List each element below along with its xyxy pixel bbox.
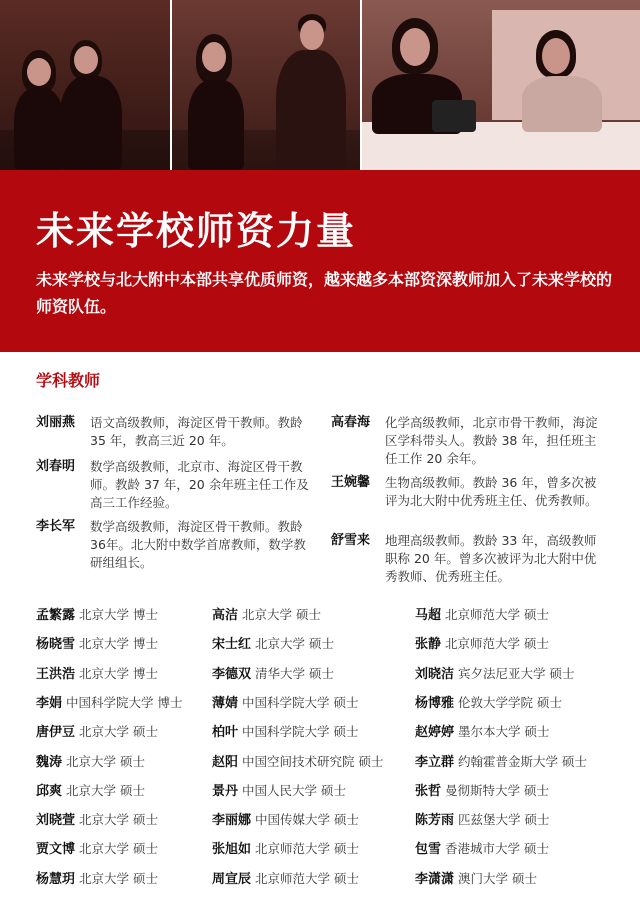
teacher-entry (415, 721, 550, 740)
teacher-name: 李潇潇 (415, 871, 455, 887)
teacher-description: 化学高级教师，北京市骨干教师，海淀区学科带头人。教龄 38 年，担任班主任工作 20 余年。 (385, 415, 598, 466)
teacher-entry (212, 780, 346, 799)
teacher-name: 陈芳雨 (415, 813, 455, 829)
teacher-name: 刘晓洁 (415, 666, 455, 682)
teacher-description: 生物高级教师。教龄 36 年，曾多次被评为北大附中优秀班主任、优秀教师。 (385, 475, 598, 508)
teacher-entry (212, 751, 384, 770)
teacher-entry (36, 809, 158, 828)
teacher-degree: 北京大学 硕士 (79, 812, 158, 828)
teacher-entry (36, 721, 158, 740)
teacher-name: 张静 (415, 637, 442, 653)
teacher-entry (212, 633, 334, 652)
teacher-name: 贾文博 (36, 842, 76, 858)
teacher-degree: 中国科学院大学 硕士 (242, 694, 359, 710)
teacher-entry (415, 751, 587, 770)
teacher-description: 数学高级教师，海淀区骨干教师。教龄36年。北大附中数学首席教师，数学教研组组长。 (90, 519, 306, 570)
teacher-degree: 约翰霍普金斯大学 硕士 (458, 753, 587, 769)
teacher-entry (415, 838, 549, 857)
teacher-entry (36, 633, 158, 652)
teacher-entry (415, 868, 537, 887)
teacher-entry (212, 604, 321, 623)
teacher-degree: 北京大学 硕士 (79, 870, 158, 886)
page-title: 未来学校师资力量 (36, 209, 357, 253)
teacher-entry (36, 692, 183, 711)
teacher-degree: 北京大学 硕士 (79, 724, 158, 740)
teacher-entry (212, 809, 359, 828)
teacher-name: 景丹 (212, 783, 239, 799)
teacher-name: 周宣辰 (212, 871, 252, 887)
teacher-name: 张哲 (415, 783, 442, 799)
teacher-entry (36, 751, 145, 770)
photo-strip (0, 0, 640, 170)
photo-teachers-at-table (360, 0, 640, 170)
teacher-degree: 北京师范大学 硕士 (445, 636, 549, 652)
teacher-entry (212, 838, 359, 857)
teacher-degree: 北京大学 博士 (79, 636, 158, 652)
teacher-degree: 北京大学 博士 (79, 607, 158, 622)
teacher-entry (415, 633, 549, 652)
teacher-name: 柏叶 (212, 725, 239, 741)
teacher-name: 李立群 (415, 754, 455, 770)
teacher-entry (36, 838, 158, 857)
teacher-degree: 墨尔本大学 硕士 (458, 724, 550, 740)
teacher-name: 李丽娜 (212, 813, 252, 829)
teacher-name: 魏涛 (36, 754, 63, 770)
teacher-degree: 北京师范大学 硕士 (445, 607, 549, 622)
teacher-name: 李德双 (212, 666, 252, 682)
intro-text: 未来学校与北大附中本部共享优质师资，越来越多本部资深教师加入了未来学校的师资队伍。 (36, 270, 613, 316)
teacher-degree: 清华大学 硕士 (255, 665, 334, 681)
teacher-name: 赵婷婷 (415, 725, 455, 741)
teacher-name: 唐伊豆 (36, 725, 76, 741)
teacher-name: 刘春明 (36, 459, 76, 474)
teacher-name: 包雪 (415, 842, 442, 858)
teacher-degree: 澳门大学 硕士 (458, 870, 537, 886)
teacher-name: 宋士红 (212, 637, 252, 653)
teacher-degree: 匹兹堡大学 硕士 (458, 812, 550, 828)
teacher-name: 李长军 (36, 519, 76, 534)
teacher-description: 语文高级教师，海淀区骨干教师。教龄 35 年，教高三近 20 年。 (90, 415, 303, 448)
teacher-name: 杨博雅 (415, 695, 455, 711)
teacher-degree: 曼彻斯特大学 硕士 (445, 782, 549, 798)
teacher-degree: 北京大学 硕士 (255, 636, 334, 652)
section-title: 学科教师 (36, 371, 101, 390)
teacher-degree: 北京大学 硕士 (66, 782, 145, 798)
teacher-name: 刘晓萱 (36, 813, 76, 829)
intro-banner (0, 170, 640, 352)
teacher-degree: 中国空间技术研究院 硕士 (242, 753, 384, 769)
teacher-degree: 北京师范大学 硕士 (255, 841, 359, 857)
teacher-entry (36, 780, 145, 799)
teacher-degree: 北京大学 硕士 (66, 753, 145, 769)
photo-speakers-with-microphone (170, 0, 360, 170)
teacher-name: 高洁 (212, 608, 239, 623)
teacher-degree: 中国科学院大学 硕士 (242, 724, 359, 740)
teacher-degree: 北京大学 硕士 (242, 607, 321, 622)
teacher-name: 王婉馨 (331, 475, 371, 490)
teacher-name: 王洪浩 (36, 666, 76, 682)
teacher-entry (415, 692, 562, 711)
teacher-name: 马超 (415, 608, 442, 623)
teacher-degree: 北京大学 硕士 (79, 841, 158, 857)
teacher-entry (212, 663, 334, 682)
teacher-name: 薄婧 (212, 695, 239, 711)
teacher-name: 舒雪来 (331, 533, 371, 548)
teacher-name: 李娟 (36, 695, 63, 711)
teacher-degree: 伦敦大学学院 硕士 (458, 694, 562, 710)
teacher-name: 邱爽 (36, 783, 63, 799)
teacher-degree: 北京大学 博士 (79, 665, 158, 681)
teacher-entry (36, 868, 158, 887)
teacher-degree: 宾夕法尼亚大学 硕士 (458, 665, 575, 681)
teacher-description: 数学高级教师，北京市、海淀区骨干教师。教龄 37 年，20 余年班主任工作及高三工作经验。 (90, 459, 309, 510)
teacher-degree: 中国科学院大学 博士 (66, 694, 183, 710)
teacher-name: 孟繁露 (36, 608, 76, 623)
teacher-entry (212, 692, 359, 711)
teacher-degree: 中国传媒大学 硕士 (255, 812, 359, 828)
teacher-description: 地理高级教师。教龄 33 年，高级教师职称 20 年。曾多次被评为北大附中优秀教师、优秀班主任。 (385, 533, 597, 584)
teacher-degree: 香港城市大学 硕士 (445, 841, 549, 857)
teacher-name: 赵阳 (212, 754, 239, 770)
teacher-entry (415, 663, 575, 682)
teacher-name: 杨慧玥 (36, 871, 76, 887)
teacher-entry (415, 780, 549, 799)
teacher-entry (415, 604, 549, 623)
teacher-degree: 中国人民大学 硕士 (242, 782, 346, 798)
photo-teachers-on-stage (0, 0, 170, 170)
teacher-entry (415, 809, 550, 828)
teacher-name: 杨晓雪 (36, 637, 76, 653)
teacher-degree: 北京师范大学 硕士 (255, 870, 359, 886)
teacher-entry (36, 663, 158, 682)
teacher-name: 刘丽燕 (36, 415, 76, 430)
teacher-name: 张旭如 (212, 842, 252, 858)
teacher-entry (212, 868, 359, 887)
teacher-entry (212, 721, 359, 740)
teacher-name: 高春海 (331, 415, 371, 430)
teacher-entry (36, 604, 158, 623)
